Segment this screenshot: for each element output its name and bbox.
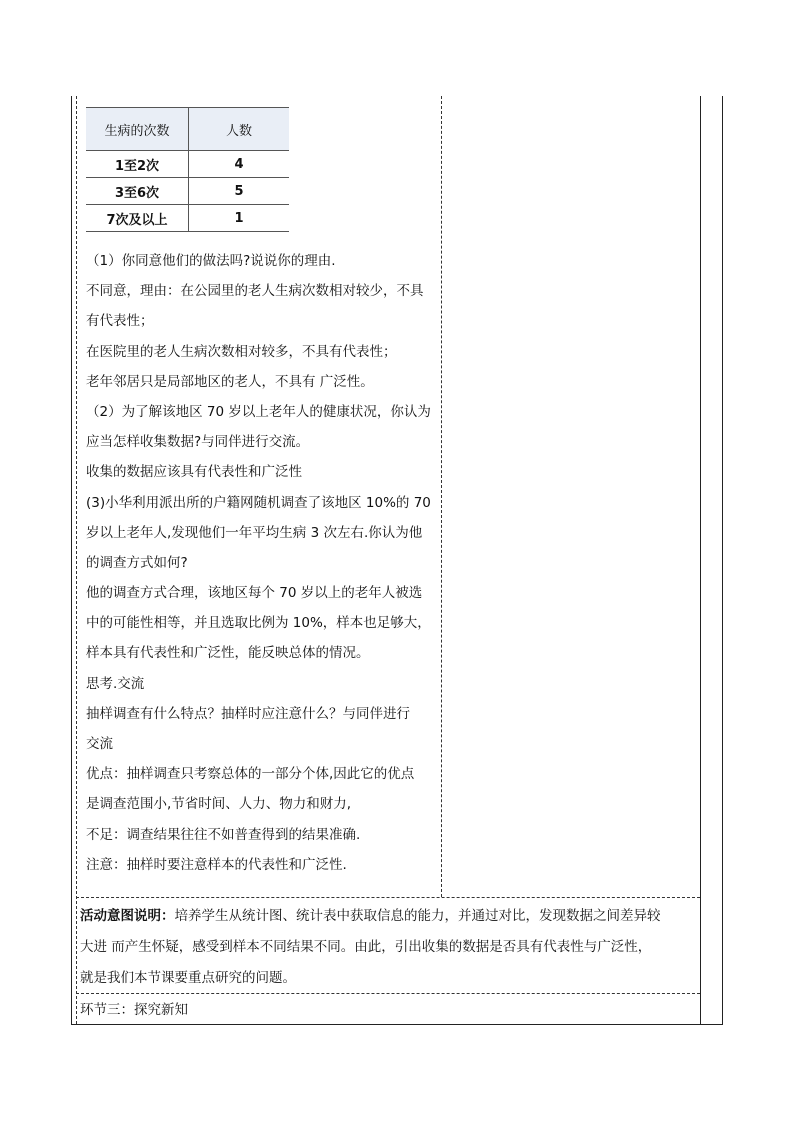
intent-label: 活动意图说明：: [80, 908, 175, 924]
content-line: 他的调查方式合理，该地区每个 70 岁以上的老年人被选: [86, 585, 423, 602]
content-line: 应当怎样收集数据?与同伴进行交流。: [86, 434, 310, 451]
content-line: 中的可能性相等，并且选取比例为 10%，样本也足够大，: [86, 615, 431, 632]
content-line: 优点：抽样调查只考察总体的一部分个体,因此它的优点: [86, 766, 415, 783]
content-line: 是调查范围小,节省时间、人力、物力和财力,: [86, 796, 352, 813]
table-cell-people: 4: [189, 151, 290, 178]
table-cell-illness-count: 7次及以上: [86, 205, 189, 232]
column-divider: [441, 96, 442, 897]
illness-count-table: [86, 107, 289, 232]
row-divider-top: [76, 897, 700, 898]
content-line: 在医院里的老人生病次数相对较多，不具有代表性；: [86, 343, 397, 360]
content-line: 的调查方式如何?: [86, 554, 188, 571]
frame-bottom-border: [71, 1024, 723, 1025]
table-cell-people: 5: [189, 178, 290, 205]
table-row: [86, 151, 289, 178]
table-row: [86, 205, 289, 232]
content-line: 老年邻居只是局部地区的老人，不具有 广泛性。: [86, 373, 374, 390]
table-header-illness-count: 生病的次数: [86, 108, 189, 151]
lesson-content: [86, 246, 438, 880]
intent-text: 培养学生从统计图、统计表中获取信息的能力，并通过对比，发现数据之间差异较: [174, 908, 661, 924]
content-left-border: [76, 96, 77, 1024]
content-line: 注意：抽样时要注意样本的代表性和广泛性.: [86, 856, 347, 873]
table-cell-illness-count: 1至2次: [86, 151, 189, 178]
frame-left-border: [71, 96, 72, 1025]
content-line: 不足：调查结果往往不如普查得到的结果准确.: [86, 826, 361, 843]
content-line: 交流: [86, 736, 113, 752]
content-line: 样本具有代表性和广泛性，能反映总体的情况。: [86, 645, 370, 662]
content-line: 岁以上老年人,发现他们一年平均生病 3 次左右.你认为他: [86, 524, 423, 541]
table-header-row: [86, 108, 289, 151]
content-line: (3)小华利用派出所的户籍网随机调查了该地区 10%的 70: [86, 494, 431, 511]
intent-line-3: 就是我们本节课要重点研究的问题。: [80, 970, 296, 986]
intent-line-1: [80, 901, 705, 932]
table-cell-people: 1: [189, 205, 290, 232]
content-line: 不同意，理由：在公园里的老人生病次数相对较少，不具: [86, 283, 424, 300]
content-line: 收集的数据应该具有代表性和广泛性: [86, 464, 302, 481]
intent-line-2: 大进 而产生怀疑，感受到样本不同结果不同。由此，引出收集的数据是否具有代表性与广泛性，: [80, 939, 652, 955]
section-title: 环节三：探究新知: [80, 1002, 188, 1018]
table-row: [86, 178, 289, 205]
content-line: 抽样调查有什么特点？抽样时应注意什么？与同伴进行: [86, 705, 410, 722]
activity-intent: [80, 901, 705, 994]
table-cell-illness-count: 3至6次: [86, 178, 189, 205]
content-line: （1）你同意他们的做法吗?说说你的理由.: [86, 253, 336, 269]
frame-right-border: [722, 96, 723, 1025]
content-line: （2）为了解该地区 70 岁以上老年人的健康状况，你认为: [86, 403, 431, 420]
inner-right-border: [700, 96, 701, 1025]
content-line: 有代表性；: [86, 313, 154, 330]
content-line: 思考.交流: [86, 675, 145, 692]
table-header-people: 人数: [189, 108, 290, 151]
